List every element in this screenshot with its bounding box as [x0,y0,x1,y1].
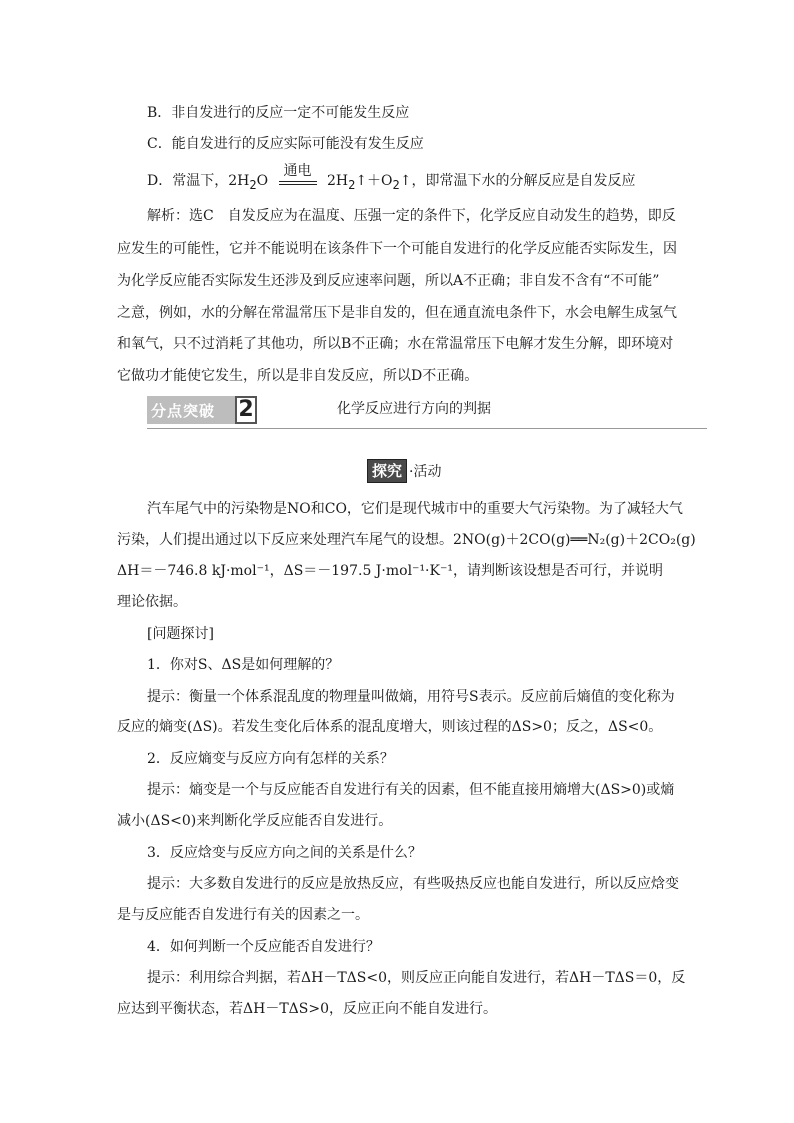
activity-tag-suffix: ·活动 [409,464,442,480]
section-badge [147,396,257,424]
answer-4-line-1: 提示：利用综合判据，若ΔH－TΔS<0，则反应正向能自发进行，若ΔH－TΔS＝0，反 [147,970,686,986]
section-header [147,396,707,429]
analysis-line-6: 它做功才能使它发生，所以是非自发反应，所以D不正确。 [117,368,479,384]
question-1: 1．你对S、ΔS是如何理解的？ [147,657,340,673]
analysis-line-2: 应发生的可能性，它并不能说明在该条件下一个可能自发进行的化学反应能否实际发生，因 [117,241,677,257]
section-badge-number: 2 [235,396,257,424]
intro-line-3: ΔH＝－746.8 kJ·mol⁻¹，ΔS＝－197.5 J·mol⁻¹·K⁻¹，请判断该设想是否可行，并说明 [117,563,663,579]
option-d-end: ↑，即常温下水的分解反应是自发反应 [399,173,636,189]
discussion-header: [问题探讨] [147,626,214,642]
intro-line-1: 汽车尾气中的污染物是NO和CO，它们是现代城市中的重要大气污染物。为了减轻大气 [147,501,683,517]
analysis-line-5: 和氧气，只不过消耗了其他功，所以B不正确；水在常温常压下电解才发生分解，即环境对 [117,336,674,352]
section-title: 化学反应进行方向的判据 [337,401,491,417]
arrow-label: 通电 [283,163,312,179]
section-badge-label: 分点突破 [151,401,216,420]
option-d-suffix: 2H [326,173,349,189]
option-d [147,163,636,195]
answer-3-line-1: 提示：大多数自发进行的反应是放热反应，有些吸热反应也能自发进行，所以反应焓变 [147,876,679,892]
intro-line-2: 污染，人们提出通过以下反应来处理汽车尾气的设想。2NO(g)＋2CO(g)══N₂(g)＋2CO₂(g) [117,532,696,548]
intro-line-4: 理论依据。 [117,594,187,610]
subscript: 2 [348,177,356,192]
analysis-line-4: 之意，例如，水的分解在常温常压下是非自发的，但在通直流电条件下，水会电解生成氢气 [117,305,677,321]
answer-2-line-1: 提示：熵变是一个与反应能否自发进行有关的因素，但不能直接用熵增大(ΔS>0)或熵 [147,782,675,798]
answer-3-line-2: 是与反应能否自发进行有关的因素之一。 [117,907,369,923]
option-d-o: O [256,173,269,189]
activity-tag-label: 探究 [367,459,407,483]
question-3: 3．反应焓变与反应方向之间的关系是什么？ [147,845,422,861]
option-d-prefix: D．常温下，2H [147,173,250,189]
question-2: 2．反应熵变与反应方向有怎样的关系？ [147,751,394,767]
answer-4-line-2: 应达到平衡状态，若ΔH－TΔS>0，反应正向不能自发进行。 [117,1001,497,1017]
option-d-mid: ↑＋O [355,173,393,189]
analysis-line-3: 为化学反应能否实际发生还涉及到反应速率问题，所以A不正确；非自发不含有“不可能” [117,273,660,289]
subscript: 2 [249,177,257,192]
reaction-arrow [279,163,317,185]
answer-1-line-2: 反应的熵变(ΔS)。若发生变化后体系的混乱度增大，则该过程的ΔS>0；反之，ΔS<0。 [117,719,663,735]
analysis-line-1: 解析：选C 自发反应为在温度、压强一定的条件下，化学反应自动发生的趋势，即反 [147,208,676,224]
question-4: 4．如何判断一个反应能否自发进行？ [147,939,380,955]
subscript: 2 [392,177,400,192]
answer-1-line-1: 提示：衡量一个体系混乱度的物理量叫做熵，用符号S表示。反应前后熵值的变化称为 [147,689,675,705]
activity-tag [367,460,441,482]
answer-2-line-2: 减小(ΔS<0)来判断化学反应能否自发进行。 [117,813,393,829]
option-b: B．非自发进行的反应一定不可能发生反应 [147,105,410,121]
option-c: C．能自发进行的反应实际可能没有发生反应 [147,136,424,152]
arrow-line [279,181,317,185]
